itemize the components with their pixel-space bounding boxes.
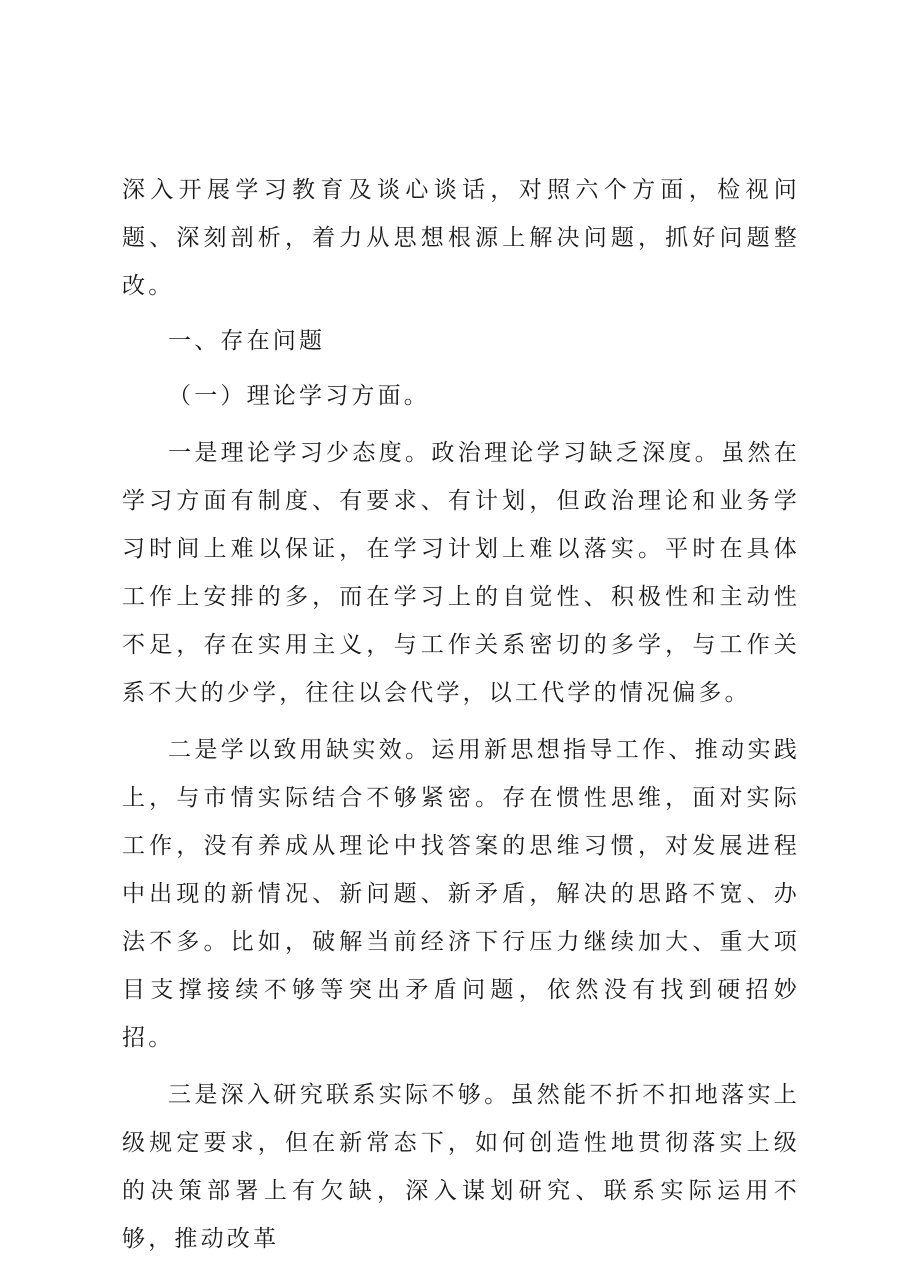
- subsection-heading: （一）理论学习方面。: [168, 383, 430, 409]
- section-heading: 一、存在问题: [168, 328, 326, 354]
- body-paragraph-2: 二是学以致用缺实效。运用新思想指导工作、推动实践上，与市情实际结合不够紧密。存在惯性思维，面对实际工作，没有养成从理论中找答案的思维习惯，对发展进程中出现的新情况、新问题、新矛盾，解决的思路不宽、办法不多。比如，破解当前经济下行压力继续加大、重大项目支撑接续不够等突出矛盾问题，依然没有找到硬招妙招。: [122, 737, 800, 1051]
- document-body: [122, 166, 800, 1263]
- body-paragraph-3: 三是深入研究联系实际不够。虽然能不折不扣地落实上级规定要求，但在新常态下，如何创造性地贯彻落实上级的决策部署上有欠缺，深入谋划研究、联系实际运用不够，推动改革: [122, 1082, 800, 1252]
- intro-paragraph: 深入开展学习教育及谈心谈话，对照六个方面，检视问题、深刻剖析，着力从思想根源上解决问题，抓好问题整改。: [122, 177, 800, 299]
- body-paragraph-1: 一是理论学习少态度。政治理论学习缺乏深度。虽然在学习方面有制度、有要求、有计划，但政治理论和业务学习时间上难以保证，在学习计划上难以落实。平时在具体工作上安排的多，而在学习上的自觉性、积极性和主动性不足，存在实用主义，与工作关系密切的多学，与工作关系不大的少学，往往以会代学，以工代学的情况偏多。: [122, 440, 800, 706]
